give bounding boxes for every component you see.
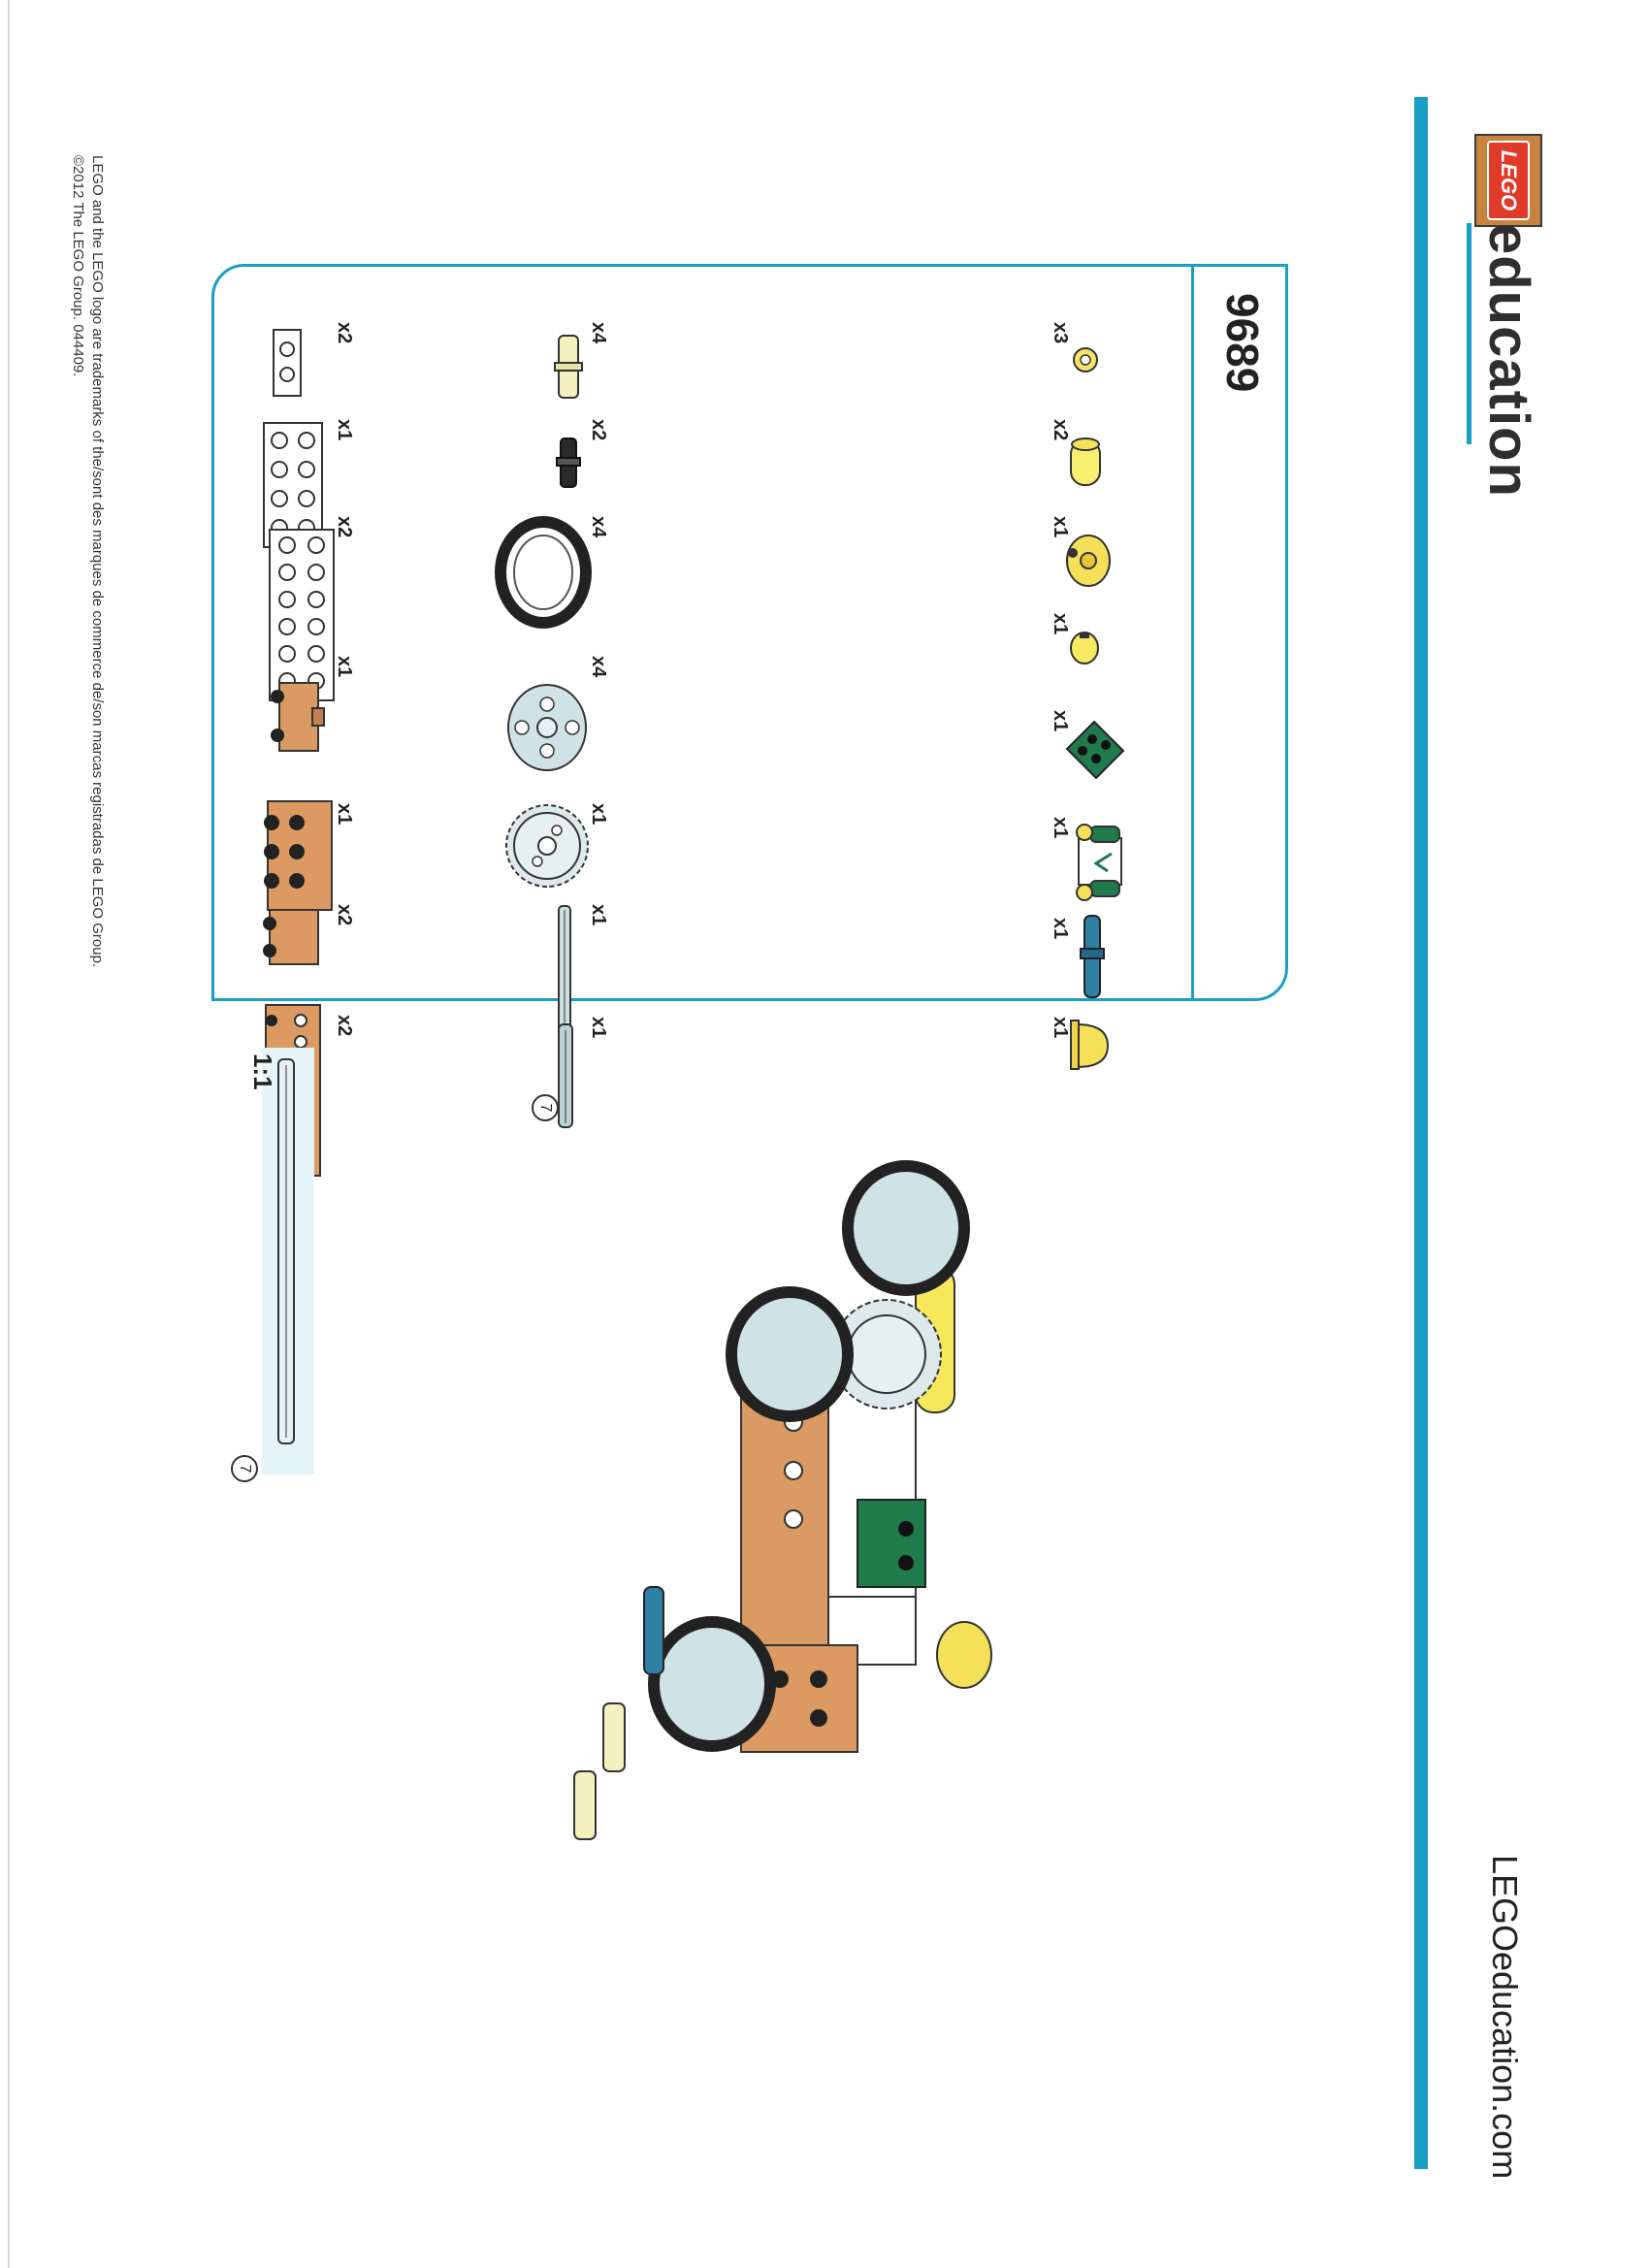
qty-label: x2 xyxy=(334,322,355,344)
qty-label: x1 xyxy=(334,803,355,826)
yellow-cap-icon xyxy=(1065,1015,1116,1073)
beige-connector-peg-icon xyxy=(553,332,584,404)
black-bushing-peg-icon xyxy=(555,435,582,493)
lego-logo-text: LEGO xyxy=(1487,141,1530,220)
tan-hinge-brick-icon xyxy=(270,675,328,762)
qty-label: x2 xyxy=(334,1015,355,1037)
black-tire-icon xyxy=(491,512,598,638)
footer-trademark-line: LEGO and the LEGO logo are trademarks of the/sont des marques de commerce de/son marcas registradas de LEGO Group. xyxy=(89,155,106,968)
scale-label: 1:1 xyxy=(248,1053,277,1090)
qty-label: x1 xyxy=(1050,613,1071,635)
yellow-bushing-icon xyxy=(1071,345,1100,374)
qty-label: x1 xyxy=(1050,1017,1071,1039)
green-plate-icon xyxy=(1061,716,1129,784)
grey-wheel-hub-icon xyxy=(499,679,596,776)
qty-label: x4 xyxy=(588,656,609,678)
qty-label: x1 xyxy=(588,904,609,926)
minifig-torso-icon xyxy=(1057,825,1135,902)
axle-length-badge: 7 xyxy=(532,1094,559,1121)
gear-icon xyxy=(499,797,596,894)
qty-label: x1 xyxy=(334,656,355,678)
qty-label: x3 xyxy=(1050,322,1071,344)
tan-brick-2x4-icon xyxy=(258,794,345,920)
qty-label: x2 xyxy=(334,516,355,538)
qty-label: x2 xyxy=(588,419,609,441)
qty-label: x4 xyxy=(588,516,609,538)
qty-label: x1 xyxy=(1050,710,1071,732)
qty-label: x1 xyxy=(588,1017,609,1039)
footer-copyright-line: ©2012 The LEGO Group. 044409. xyxy=(70,155,86,377)
assembled-car-illustration xyxy=(528,1228,1032,1830)
yellow-steering-wheel-icon xyxy=(1055,532,1117,590)
qty-label: x2 xyxy=(334,904,355,926)
minifig-head-icon xyxy=(1067,629,1104,667)
qty-label: x2 xyxy=(1050,419,1071,441)
yellow-cylinder-brick-icon xyxy=(1065,435,1108,493)
header-accent-bar xyxy=(1414,97,1428,2169)
education-wordmark: education xyxy=(1477,223,1540,498)
qty-label: x4 xyxy=(588,322,609,344)
tan-brick-1x2-icon xyxy=(260,904,328,972)
white-plate-1x2-icon xyxy=(268,324,307,402)
blue-axle-pin-icon xyxy=(1075,910,1110,1007)
scale-axle-length-badge: 7 xyxy=(231,1455,258,1482)
short-axle-icon xyxy=(545,1021,580,1137)
qty-label: x1 xyxy=(588,803,609,826)
qty-label: x1 xyxy=(1050,817,1071,839)
qty-label: x1 xyxy=(1050,516,1071,538)
legal-footer xyxy=(68,155,107,1125)
education-underline xyxy=(1467,223,1471,444)
qty-label: x1 xyxy=(1050,918,1071,940)
lego-logo xyxy=(1474,134,1542,227)
set-number: 9689 xyxy=(1217,293,1268,393)
qty-label: x1 xyxy=(334,419,355,441)
website-url: LEGOeducation.com xyxy=(1485,1855,1525,2180)
scale-axle-icon xyxy=(275,1059,296,1445)
